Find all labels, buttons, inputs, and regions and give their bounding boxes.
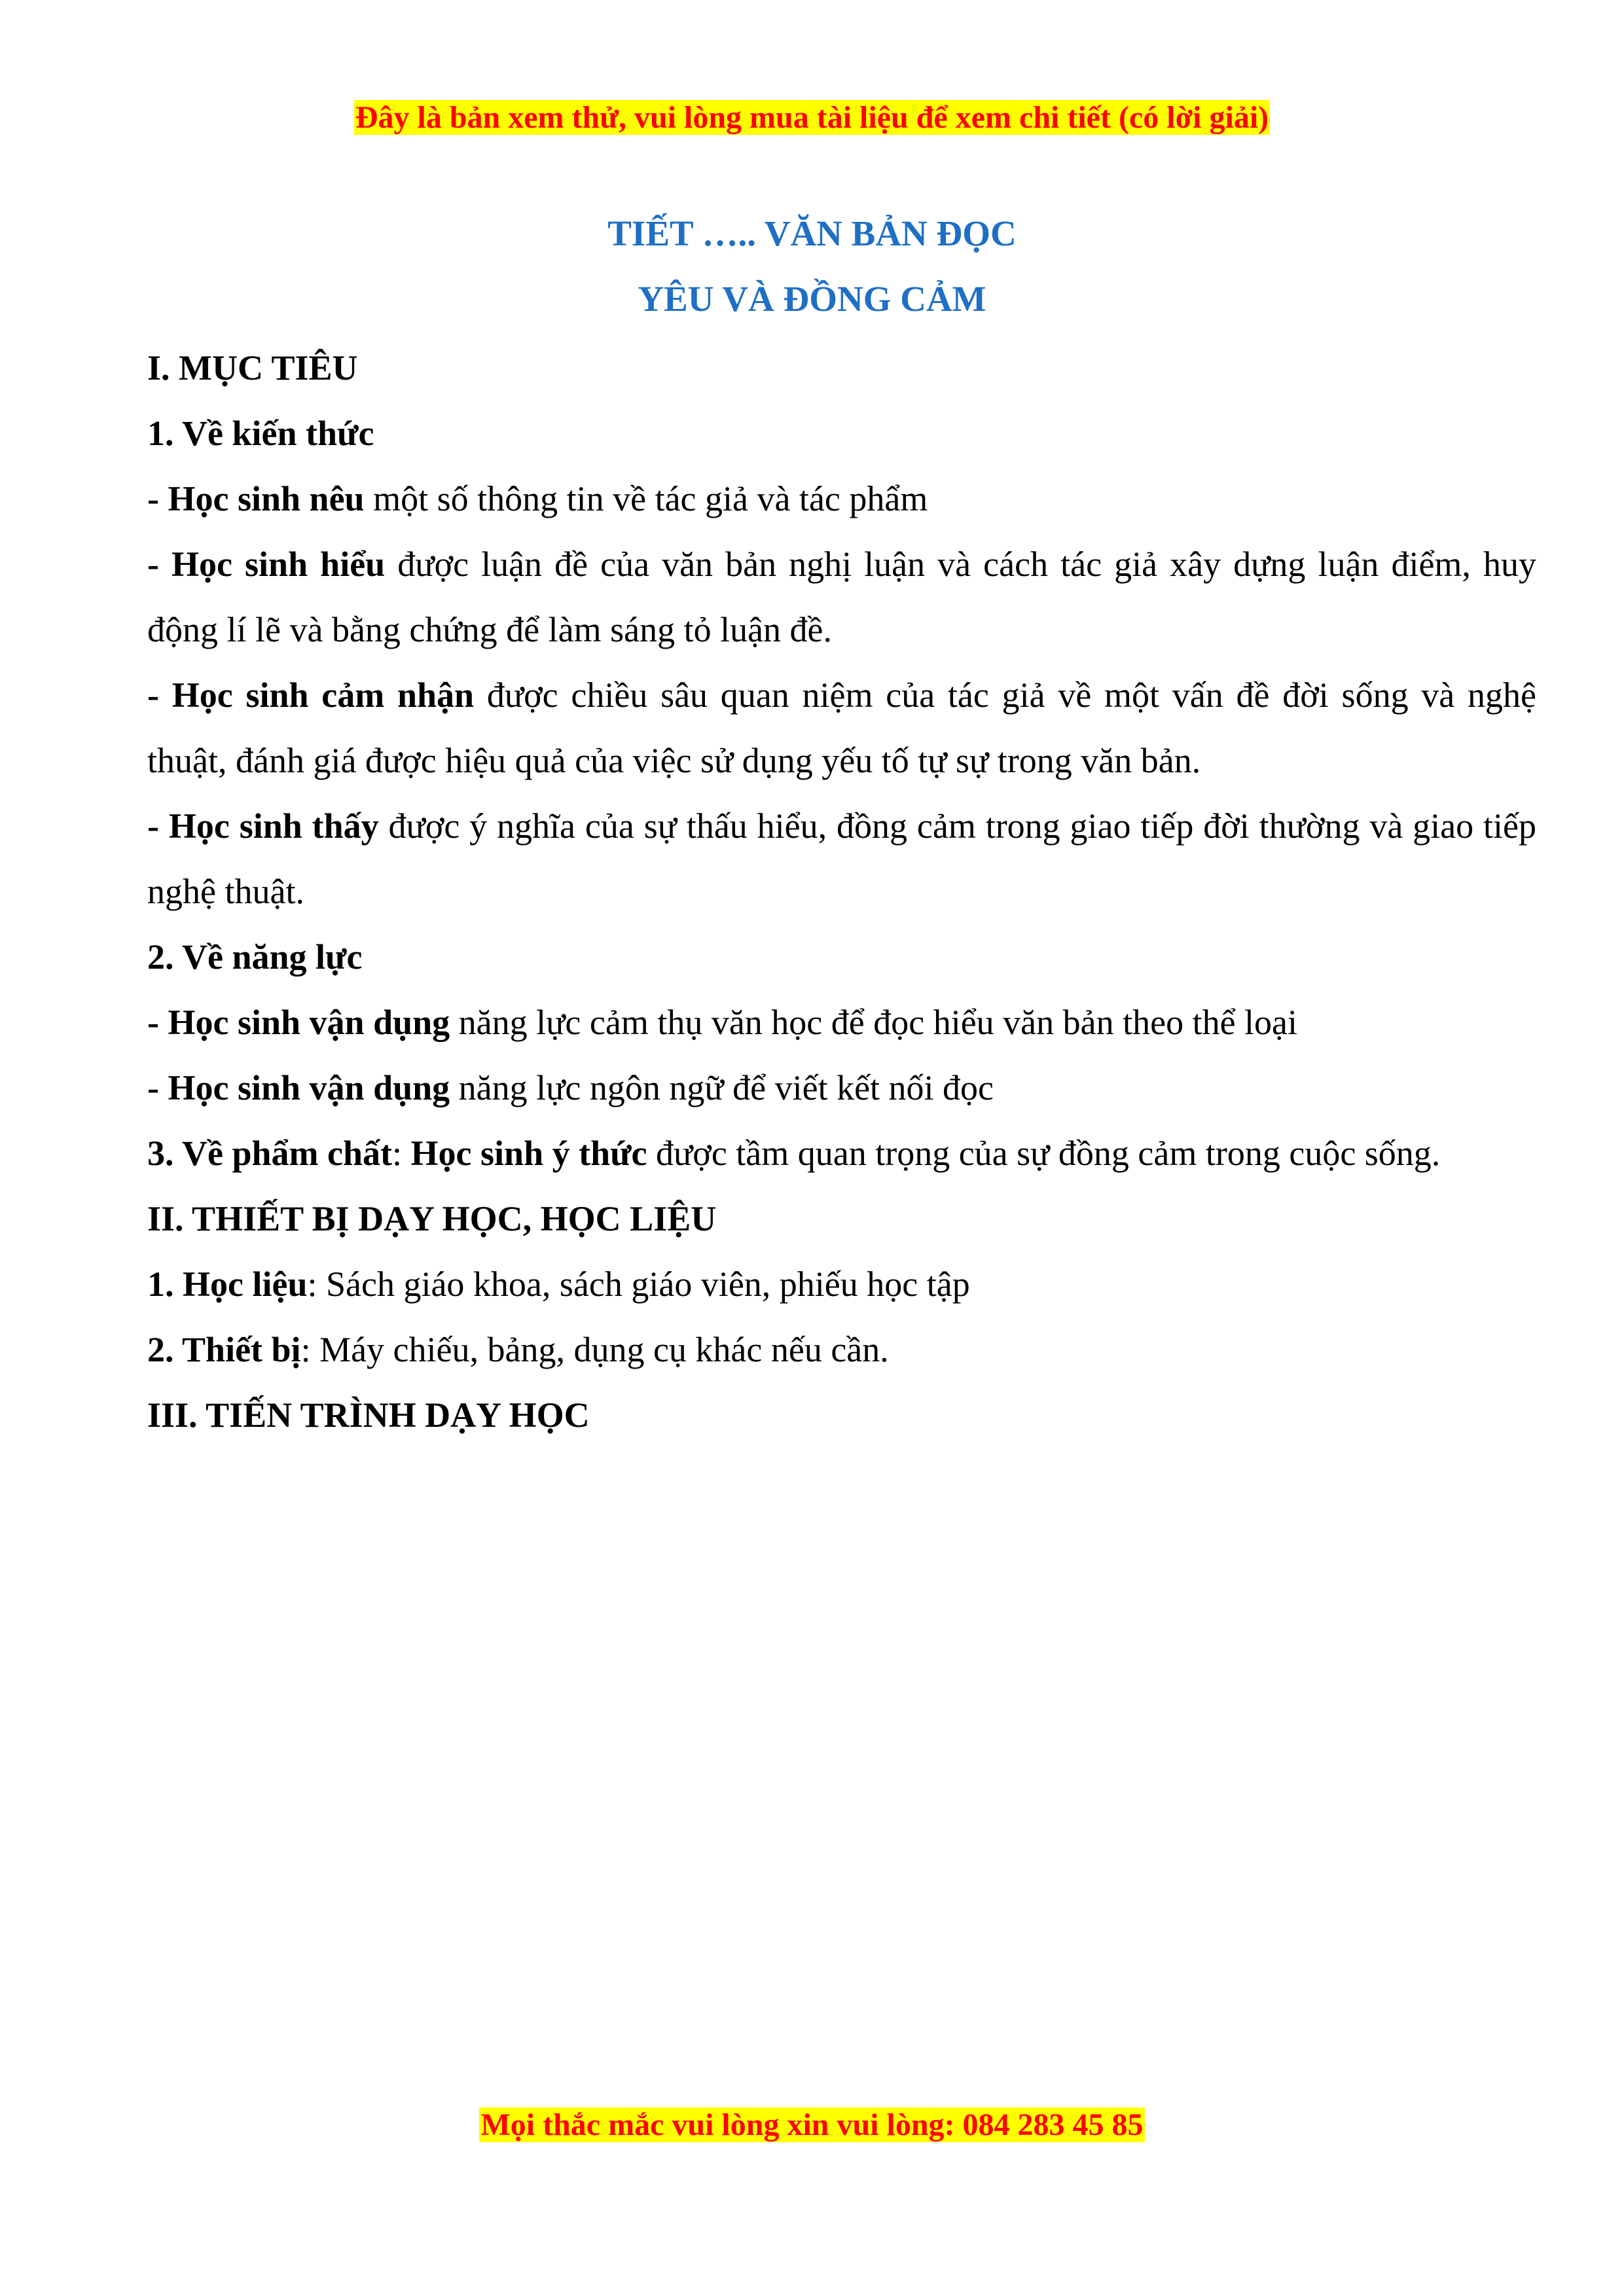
- document-body: [147, 335, 1536, 1448]
- section-heading-equipment: II. THIẾT BỊ DẠY HỌC, HỌC LIỆU: [147, 1199, 717, 1238]
- quality-item: 3. Về phẩm chất: Học sinh ý thức được tầm quan trọng của sự đồng cảm trong cuộc sống.: [147, 1134, 1441, 1173]
- lesson-title-line1: TIẾT ….. VĂN BẢN ĐỌC: [607, 213, 1017, 253]
- section-heading-process: III. TIẾN TRÌNH DẠY HỌC: [147, 1395, 590, 1435]
- knowledge-item: - Học sinh nêu một số thông tin về tác giả và tác phẩm: [147, 479, 928, 518]
- equipment-item: 2. Thiết bị: Máy chiếu, bảng, dụng cụ khác nếu cần.: [147, 1330, 889, 1369]
- contact-text: Mọi thắc mắc vui lòng xin vui lòng: 084 283 45 85: [480, 2108, 1144, 2142]
- contact-banner: [0, 2104, 1624, 2146]
- subheading-knowledge: 1. Về kiến thức: [147, 414, 374, 453]
- knowledge-item: - Học sinh thấy được ý nghĩa của sự thấu hiểu, đồng cảm trong giao tiếp đời thường và giao tiếp nghệ thuật.: [147, 806, 1536, 911]
- knowledge-item: - Học sinh cảm nhận được chiều sâu quan niệm của tác giả về một vấn đề đời sống và nghệ thuật, đánh giá được hiệu quả của việc sử dụng yếu tố tự sự trong văn bản.: [147, 675, 1536, 780]
- lesson-title-line2: YÊU VÀ ĐỒNG CẢM: [638, 279, 986, 319]
- subheading-competence: 2. Về năng lực: [147, 937, 363, 977]
- section-heading-objectives: I. MỤC TIÊU: [147, 348, 358, 387]
- equipment-item: 1. Học liệu: Sách giáo khoa, sách giáo viên, phiếu học tập: [147, 1265, 970, 1304]
- competence-item: - Học sinh vận dụng năng lực ngôn ngữ để viết kết nối đọc: [147, 1068, 994, 1107]
- knowledge-item: - Học sinh hiểu được luận đề của văn bản nghị luận và cách tác giả xây dựng luận điểm, huy động lí lẽ và bằng chứng để làm sáng tỏ luận đề.: [147, 545, 1536, 649]
- preview-notice-text: Đây là bản xem thử, vui lòng mua tài liệu để xem chi tiết (có lời giải): [355, 100, 1269, 135]
- competence-item: - Học sinh vận dụng năng lực cảm thụ văn học để đọc hiểu văn bản theo thể loại: [147, 1003, 1298, 1042]
- preview-notice-banner: [0, 97, 1624, 139]
